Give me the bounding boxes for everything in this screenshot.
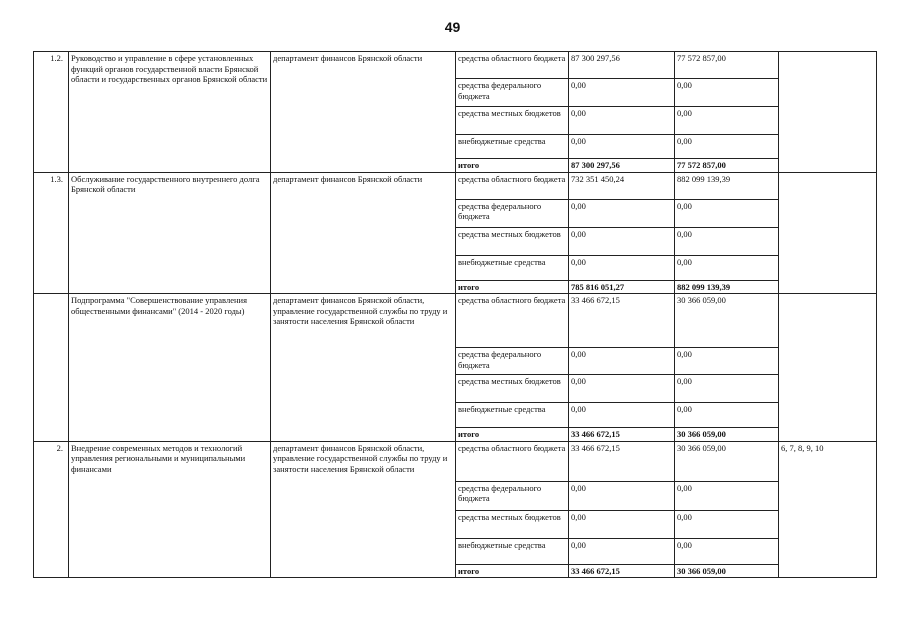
amount-2015: 30 366 059,00: [675, 294, 779, 348]
item-executor: департамент финансов Брянской области: [271, 52, 456, 173]
amount-2015: 30 366 059,00: [675, 441, 779, 481]
amount-2014: 0,00: [569, 481, 675, 510]
funding-source: средства местных бюджетов: [456, 107, 569, 135]
funding-source: средства федерального бюджета: [456, 348, 569, 375]
amount-2015: 882 099 139,39: [675, 172, 779, 199]
table-body: [34, 52, 877, 578]
funding-source: средства местных бюджетов: [456, 510, 569, 538]
table-row: [34, 172, 877, 199]
funding-source: средства федерального бюджета: [456, 199, 569, 227]
amount-2014: 33 466 672,15: [569, 441, 675, 481]
total-amount-2014: 33 466 672,15: [569, 564, 675, 578]
item-name: Руководство и управление в сфере установленных функций органов государственной власти Брянской области и государственных органов Брянской области: [69, 52, 271, 173]
funding-source: средства федерального бюджета: [456, 481, 569, 510]
amount-2015: 77 572 857,00: [675, 52, 779, 79]
item-executor: департамент финансов Брянской области, управление государственной службы по труду и занятости населения Брянской области: [271, 441, 456, 578]
amount-2015: 0,00: [675, 227, 779, 255]
amount-2014: 0,00: [569, 510, 675, 538]
total-amount-2014: 33 466 672,15: [569, 428, 675, 442]
total-label: итого: [456, 428, 569, 442]
funding-source: средства областного бюджета: [456, 441, 569, 481]
funding-source: средства местных бюджетов: [456, 375, 569, 403]
table-row: [34, 52, 877, 79]
amount-2014: 0,00: [569, 227, 675, 255]
amount-2015: 0,00: [675, 375, 779, 403]
amount-2014: 732 351 450,24: [569, 172, 675, 199]
item-number: [34, 294, 69, 442]
total-amount-2015: 882 099 139,39: [675, 280, 779, 294]
total-amount-2015: 30 366 059,00: [675, 428, 779, 442]
amount-2015: 0,00: [675, 135, 779, 159]
amount-2014: 0,00: [569, 375, 675, 403]
total-label: итого: [456, 280, 569, 294]
item-number: 2.: [34, 441, 69, 578]
amount-2015: 0,00: [675, 348, 779, 375]
item-number: 1.2.: [34, 52, 69, 173]
item-executor: департамент финансов Брянской области, управление государственной службы по труду и занятости населения Брянской области: [271, 294, 456, 442]
amount-2014: 0,00: [569, 538, 675, 564]
amount-2015: 0,00: [675, 107, 779, 135]
amount-2014: 0,00: [569, 255, 675, 280]
funding-source: внебюджетные средства: [456, 135, 569, 159]
amount-2014: 0,00: [569, 107, 675, 135]
funding-source: средства областного бюджета: [456, 172, 569, 199]
funding-source: внебюджетные средства: [456, 538, 569, 564]
indicator-refs: [779, 52, 877, 173]
item-name: Обслуживание государственного внутреннего долга Брянской области: [69, 172, 271, 294]
table-row: [34, 294, 877, 348]
funding-source: средства федерального бюджета: [456, 79, 569, 107]
indicator-refs: 6, 7, 8, 9, 10: [779, 441, 877, 578]
funding-source: средства местных бюджетов: [456, 227, 569, 255]
table-row: [34, 441, 877, 481]
total-amount-2014: 785 816 051,27: [569, 280, 675, 294]
amount-2014: 33 466 672,15: [569, 294, 675, 348]
indicator-refs: [779, 172, 877, 294]
item-name: Внедрение современных методов и технологий управления региональными и муниципальными финансами: [69, 441, 271, 578]
amount-2014: 0,00: [569, 79, 675, 107]
amount-2015: 0,00: [675, 255, 779, 280]
budget-table: [33, 51, 877, 578]
funding-source: внебюджетные средства: [456, 403, 569, 428]
item-name: Подпрограмма "Совершенствование управления общественными финансами" (2014 - 2020 годы): [69, 294, 271, 442]
amount-2014: 0,00: [569, 348, 675, 375]
amount-2014: 0,00: [569, 199, 675, 227]
funding-source: средства областного бюджета: [456, 294, 569, 348]
total-amount-2015: 30 366 059,00: [675, 564, 779, 578]
amount-2014: 87 300 297,56: [569, 52, 675, 79]
amount-2015: 0,00: [675, 481, 779, 510]
amount-2014: 0,00: [569, 403, 675, 428]
total-amount-2014: 87 300 297,56: [569, 159, 675, 173]
funding-source: средства областного бюджета: [456, 52, 569, 79]
item-executor: департамент финансов Брянской области: [271, 172, 456, 294]
amount-2015: 0,00: [675, 199, 779, 227]
total-label: итого: [456, 564, 569, 578]
amount-2015: 0,00: [675, 510, 779, 538]
total-amount-2015: 77 572 857,00: [675, 159, 779, 173]
amount-2015: 0,00: [675, 79, 779, 107]
indicator-refs: [779, 294, 877, 442]
funding-source: внебюджетные средства: [456, 255, 569, 280]
page-number: 49: [444, 19, 461, 35]
amount-2015: 0,00: [675, 403, 779, 428]
item-number: 1.3.: [34, 172, 69, 294]
total-label: итого: [456, 159, 569, 173]
amount-2015: 0,00: [675, 538, 779, 564]
amount-2014: 0,00: [569, 135, 675, 159]
